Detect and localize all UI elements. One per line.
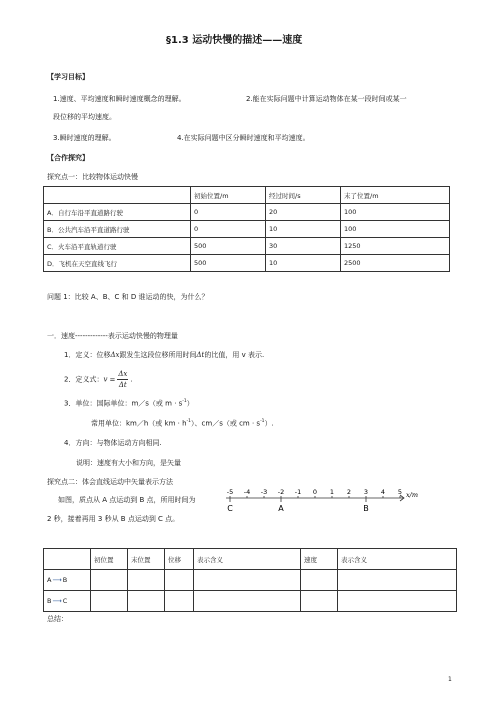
axis-tick-label: -2	[277, 488, 285, 496]
table-header-cell: 位移	[165, 549, 194, 570]
objectives-heading: 【学习目标】	[47, 73, 89, 81]
point-label: C	[227, 504, 233, 513]
note-line: 说明：速度有大小和方向，是矢量	[76, 459, 181, 467]
formula-denominator: Δt	[118, 381, 127, 390]
unit-intl-sup: -1	[182, 399, 187, 404]
definition-line	[64, 352, 264, 359]
table-cell: D．飞机在天空直线飞行	[44, 255, 191, 272]
table-cell	[165, 570, 194, 591]
direction-line: 4．方向：与物体运动方向相同.	[64, 439, 162, 447]
formula-v: v	[103, 375, 108, 384]
table-header-cell: 初始位置/m	[191, 187, 266, 204]
formula-line	[64, 370, 133, 390]
motion-table	[43, 548, 457, 612]
axis-tick-label: 3	[363, 488, 369, 496]
table-header-cell: 末位置	[128, 549, 165, 570]
axis-tick-label: 2	[346, 488, 352, 496]
table-cell: 500	[191, 238, 266, 255]
objective-2: 2.能在实际问题中计算运动物体在某一段时间或某一	[246, 95, 407, 103]
table-cell: 0	[191, 221, 266, 238]
table-cell: 500	[191, 255, 266, 272]
table-cell	[91, 591, 128, 612]
formula-equals: =	[109, 375, 116, 384]
table-cell	[301, 570, 338, 591]
formula-fraction	[117, 370, 128, 390]
table-cell: B．公共汽车沿平直道路行驶	[44, 221, 191, 238]
segment-cell	[44, 570, 91, 591]
table-header-cell: 经过时间/s	[266, 187, 341, 204]
table-cell: 0	[191, 204, 266, 221]
unit-common-sup2: -1	[260, 419, 265, 424]
table-cell	[338, 570, 457, 591]
table-cell: 10	[266, 221, 341, 238]
axis-tick-label: 5	[397, 488, 403, 496]
table-row	[44, 255, 450, 272]
point-label: B	[363, 504, 369, 513]
table-header-cell	[44, 549, 91, 570]
table-cell	[165, 591, 194, 612]
segment-start: B	[47, 597, 52, 605]
table-cell: A．自行车沿平直道路行驶	[44, 204, 191, 221]
formula-period: .	[130, 375, 133, 384]
table-cell	[128, 591, 165, 612]
table-cell: 2500	[341, 255, 450, 272]
unit-intl-text: 3．单位：国际单位：m／s（或 m · s	[64, 399, 183, 408]
segment-end: B	[62, 576, 68, 584]
unit-common	[91, 420, 274, 427]
unit-international	[64, 400, 194, 407]
table-cell: 100	[341, 204, 450, 221]
unit-common-close: ）.	[264, 419, 274, 428]
axis-unit: x/m	[406, 491, 419, 499]
definition-middle: 跟发生这段位移所用时间	[119, 351, 197, 359]
table-cell: 100	[341, 221, 450, 238]
table-row	[44, 204, 450, 221]
axis-tick-label: -3	[260, 488, 268, 496]
question-1: 问题 1：比较 A、B、C 和 D 谁运动的快，为什么？	[47, 293, 209, 301]
example-line-1: 如图，质点从 A 点运动到 B 点，所用时间为	[58, 496, 196, 504]
table-row	[44, 591, 457, 612]
delta-t-symbol: Δt	[196, 351, 205, 359]
section-velocity: 一．速度-------------表示运动快慢的物理量	[47, 332, 178, 340]
delta-x-symbol: Δx	[110, 351, 120, 359]
segment-start: A	[47, 576, 52, 584]
point2-heading: 探究点二：体会直线运动中矢量表示方法	[47, 478, 173, 486]
example-line-2: 2 秒，接着再用 3 秒从 B 点运动到 C 点。	[47, 515, 180, 523]
objective-1: 1.速度、平均速度和瞬时速度概念的理解。	[53, 95, 186, 103]
segment-end: C	[62, 597, 68, 605]
table-cell: C．火车沿平直轨道行驶	[44, 238, 191, 255]
unit-common-mid: ）、cm／s（或 cm · s	[191, 419, 261, 428]
unit-common-sup: -1	[186, 419, 192, 424]
unit-common-text: 常用单位：km／h（或 km · h	[91, 419, 187, 428]
table-header-cell: 速度	[301, 549, 338, 570]
table-cell	[194, 570, 301, 591]
axis-tick-label: -4	[243, 488, 251, 496]
table-header-row	[44, 187, 450, 204]
axis-tick-label: -5	[226, 488, 234, 496]
formula-prefix: 2．定义式：	[64, 375, 104, 384]
axis-tick-label: -1	[294, 488, 302, 496]
comparison-table	[43, 186, 450, 272]
objective-3: 3.瞬时速度的理解。	[53, 134, 116, 142]
arrow-icon: ⟶	[52, 576, 62, 584]
unit-intl-close: ）	[186, 399, 194, 408]
table-header-cell	[44, 187, 191, 204]
table-cell: 10	[266, 255, 341, 272]
table-row	[44, 238, 450, 255]
table-header-row	[44, 549, 457, 570]
objective-2-cont: 段位移的平均速度。	[53, 113, 116, 121]
table-cell	[128, 570, 165, 591]
axis-tick-label: 1	[329, 488, 335, 496]
formula-numerator: Δx	[117, 370, 128, 380]
table-row	[44, 221, 450, 238]
point-label: A	[278, 504, 284, 513]
summary-label: 总结：	[47, 615, 68, 623]
table-row	[44, 570, 457, 591]
table-cell: 30	[266, 238, 341, 255]
page-number: 1	[448, 676, 452, 683]
table-header-cell: 末了位置/m	[341, 187, 450, 204]
definition-prefix: 1．定义：位移	[64, 351, 111, 359]
table-header-cell: 初位置	[91, 549, 128, 570]
table-cell: 1250	[341, 238, 450, 255]
coop-heading: 【合作探究】	[47, 154, 89, 162]
arrow-icon: ⟶	[52, 597, 62, 605]
point1-heading: 探究点一：比较物体运动快慢	[47, 173, 138, 181]
segment-cell	[44, 591, 91, 612]
axis-tick-label: 0	[312, 488, 318, 496]
table-cell	[338, 591, 457, 612]
definition-suffix: 的比值，用 v 表示.	[204, 351, 265, 359]
table-header-cell: 表示含义	[338, 549, 457, 570]
page-title: §1.3 运动快慢的描述——速度	[166, 35, 303, 46]
table-header-cell: 表示含义	[194, 549, 301, 570]
objective-4: 4.在实际问题中区分瞬时速度和平均速度。	[177, 134, 310, 142]
table-cell	[194, 591, 301, 612]
number-line	[220, 484, 420, 518]
axis-tick-label: 4	[380, 488, 386, 496]
table-cell	[301, 591, 338, 612]
table-cell: 20	[266, 204, 341, 221]
table-cell	[91, 570, 128, 591]
